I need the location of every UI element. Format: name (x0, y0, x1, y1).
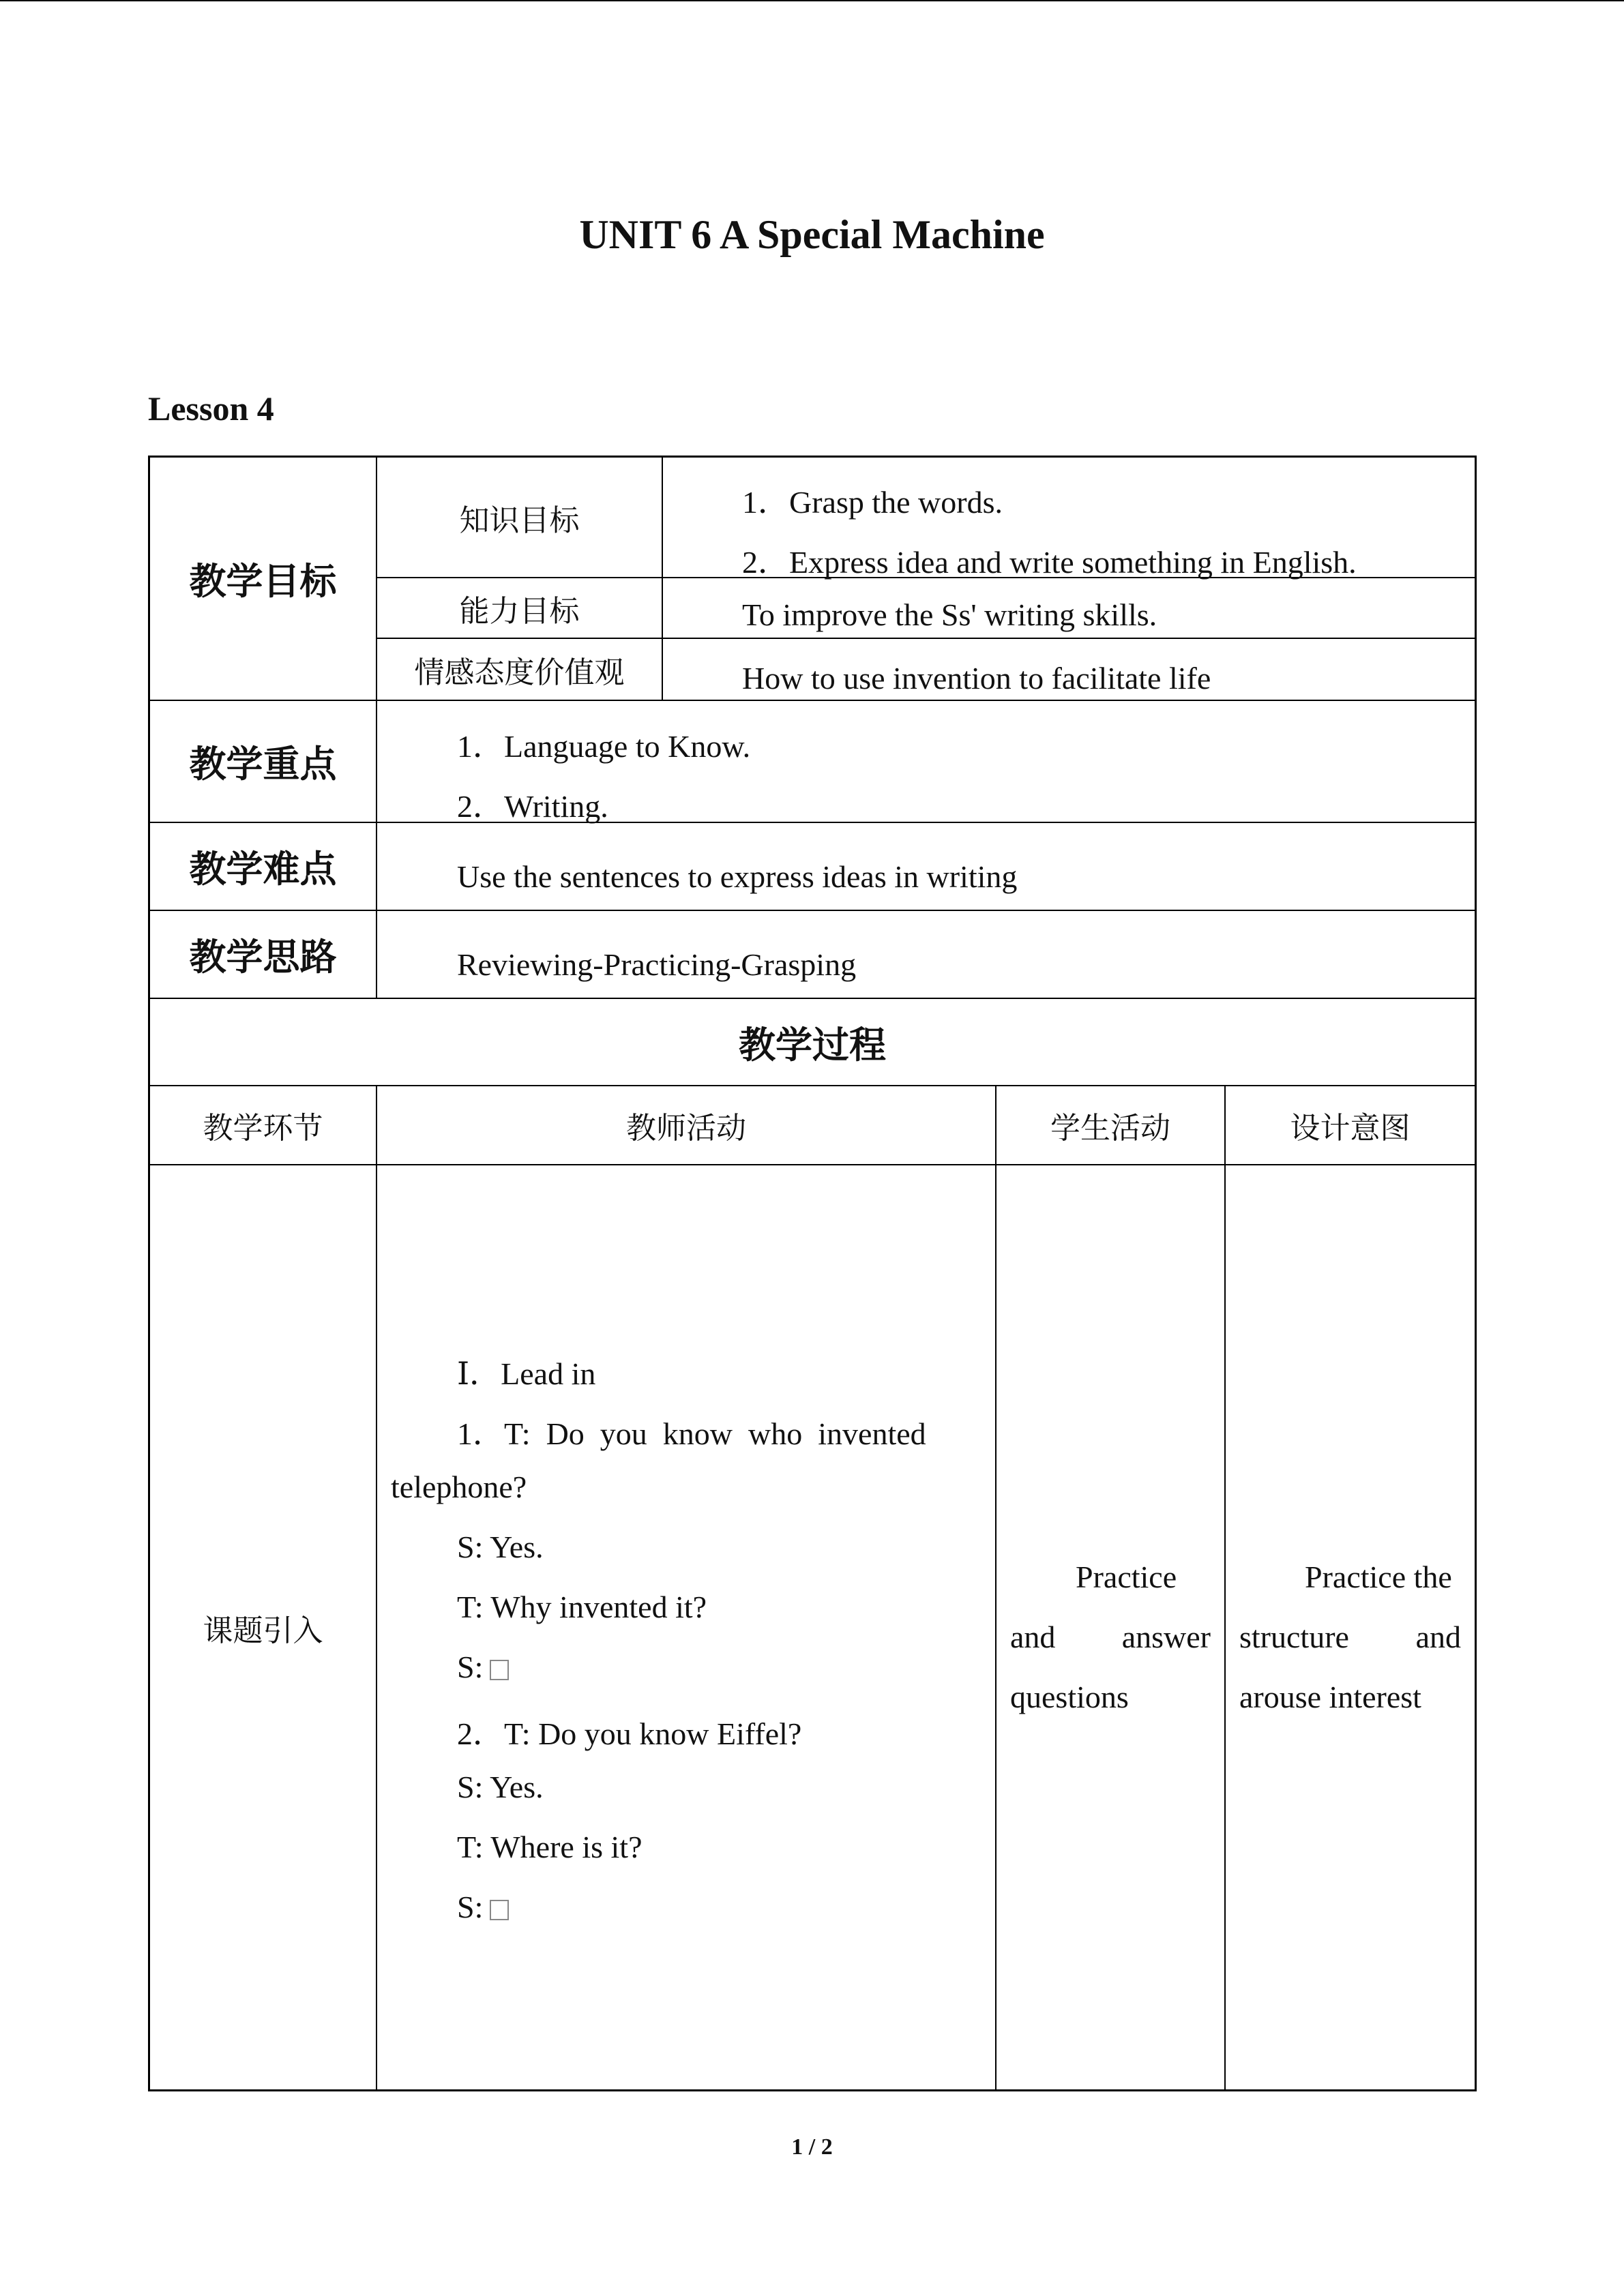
purpose-line: Practice the (1305, 1560, 1452, 1594)
teacher-line: S: (457, 1890, 484, 1924)
teacher-line: T: Why invented it? (457, 1590, 707, 1624)
process-heading: 教学过程 (739, 1023, 886, 1067)
teacher-line: S: Yes. (457, 1770, 544, 1804)
student-line: Practice (1076, 1560, 1177, 1594)
objectives-label: 教学目标 (189, 560, 337, 603)
teacher-line: 2．T: Do you know Eiffel? (457, 1716, 802, 1751)
knowledge-goal-label: 知识目标 (459, 503, 580, 538)
teacher-line: telephone? (391, 1470, 527, 1504)
difficulties-label: 教学难点 (189, 848, 337, 891)
column-header-student: 学生活动 (1050, 1111, 1170, 1146)
ability-goal-text: To improve the Ss' writing skills. (742, 597, 1157, 632)
teacher-line: 1．T: Do you know who invented (457, 1416, 926, 1451)
lesson-label: Lesson 4 (148, 389, 274, 428)
teacher-line-answer (457, 1649, 509, 1685)
key-points-label: 教学重点 (189, 743, 337, 786)
column-header-teacher: 教师活动 (626, 1111, 746, 1146)
approach-text: Reviewing-Practicing-Grasping (457, 947, 857, 982)
column-header-purpose: 设计意图 (1290, 1111, 1411, 1146)
teacher-line: Ⅰ．Lead in (457, 1356, 596, 1391)
student-line: questions (1010, 1680, 1129, 1714)
emotion-goal-label: 情感态度价值观 (414, 655, 625, 690)
purpose-line: arouse interest (1239, 1680, 1421, 1714)
column-header-stage: 教学环节 (203, 1111, 323, 1146)
student-line: and answer (1010, 1620, 1211, 1654)
approach-label: 教学思路 (189, 936, 337, 979)
teacher-line-answer (457, 1889, 509, 1925)
knowledge-goal-item: 1．Grasp the words. (742, 485, 1003, 520)
document-title: UNIT 6 A Special Machine (579, 212, 1045, 257)
page-number: 1 / 2 (791, 2134, 833, 2160)
blank-box-icon (490, 1660, 509, 1680)
purpose-line: structure and (1239, 1620, 1461, 1654)
knowledge-goal-item: 2．Express idea and write something in English. (742, 545, 1357, 580)
teacher-line: S: (457, 1650, 484, 1684)
key-point-item: 2．Writing. (457, 789, 608, 824)
stage-cell: 课题引入 (203, 1613, 323, 1648)
teacher-line: S: Yes. (457, 1530, 544, 1564)
emotion-goal-text: How to use invention to facilitate life (742, 661, 1211, 696)
blank-box-icon (490, 1900, 509, 1920)
key-point-item: 1．Language to Know. (457, 729, 751, 764)
difficulties-text: Use the sentences to express ideas in writing (457, 859, 1018, 894)
ability-goal-label: 能力目标 (459, 593, 580, 629)
page-top-border (0, 0, 1624, 1)
teacher-line: T: Where is it? (457, 1830, 643, 1864)
